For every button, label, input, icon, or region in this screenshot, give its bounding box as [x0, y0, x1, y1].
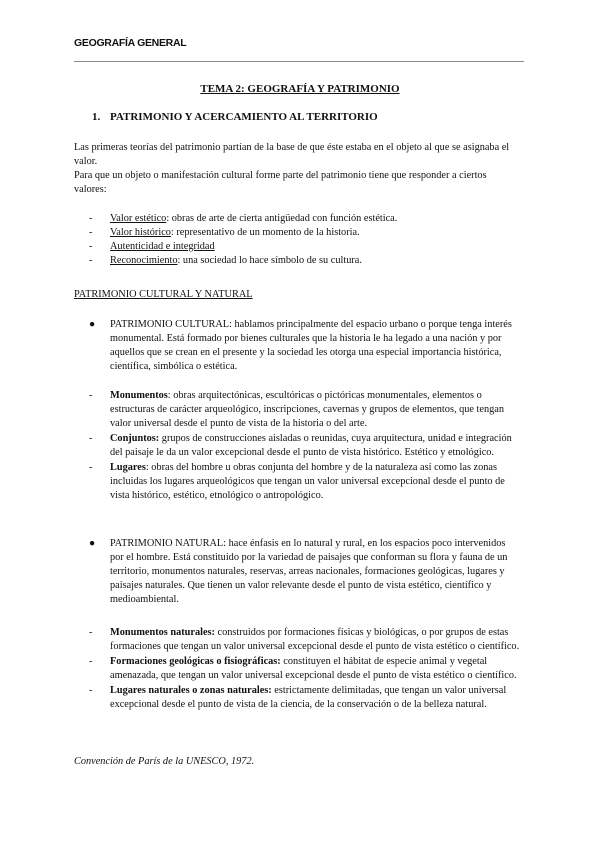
list-item — [74, 212, 514, 226]
list-item — [74, 655, 524, 683]
source-citation: Convención de París de la UNESCO, 1972. — [74, 756, 255, 767]
cultural-heritage-paragraph — [74, 318, 514, 374]
dash-marker: - — [89, 462, 93, 473]
running-header: GEOGRAFÍA GENERAL — [74, 37, 187, 49]
document-title: TEMA 2: GEOGRAFÍA Y PATRIMONIO — [200, 83, 400, 95]
list-item — [74, 684, 524, 712]
list-item — [74, 626, 524, 654]
list-item — [74, 432, 524, 460]
section-heading — [92, 111, 378, 123]
dash-marker: - — [89, 390, 93, 401]
dash-marker: - — [89, 241, 93, 252]
value-term: Valor histórico — [110, 227, 171, 238]
item-description: grupos de construcciones aisladas o reunidas, cuya arquitectura, unidad e integración del paisaje le da un valor excepcional desde el punto de vista histórico. Estético y etnológico. — [110, 433, 512, 458]
item-term: Lugares naturales o zonas naturales: — [110, 685, 272, 696]
list-item — [74, 254, 514, 268]
item-term: Formaciones geológicas o fisiográficas: — [110, 656, 281, 667]
item-term: Conjuntos: — [110, 433, 160, 444]
dash-marker: - — [89, 433, 93, 444]
dash-marker: - — [89, 627, 93, 638]
dash-marker: - — [89, 213, 93, 224]
bullet-marker: ● — [89, 538, 96, 549]
cultural-heritage-text: PATRIMONIO CULTURAL: hablamos principalmente del espacio urbano o porque tenga interés monumental. Está formado por bienes culturales que la historia le ha legado a una nación y por aquellos que se crean en el presente y la sociedad les otorga una especial importancia histórica, científica, simbólica o estética. — [110, 319, 512, 372]
item-description: estrictamente delimitadas, que tengan un valor universal excepcional desde el punto de vista de la ciencia, de la conservación o de la belleza natural. — [110, 685, 507, 710]
value-description: : una sociedad lo hace símbolo de su cultura. — [177, 255, 362, 266]
dash-marker: - — [89, 656, 93, 667]
value-term: Valor estético — [110, 213, 167, 224]
item-description: constituyen el hábitat de especie animal y vegetal amenazada, que tengan un valor universal excepcional desde el punto de vista estético o científico. — [110, 656, 517, 681]
intro-paragraph-1: Las primeras teorías del patrimonio partían de la base de que éste estaba en el objeto al que se asignaba el valor. — [74, 142, 510, 167]
intro-paragraph-2: Para que un objeto o manifestación cultural forme parte del patrimonio tiene que responder a ciertos valores: — [74, 170, 487, 195]
value-term: Reconocimiento — [110, 255, 178, 266]
item-description: : obras del hombre u obras conjunta del hombre y de la naturaleza así como las zonas incluidas los lugares arqueológicos que tengan un valor universal excepcional desde el punto de vista histórico, estético, etnológico o antropológico. — [110, 462, 505, 501]
subheading: PATRIMONIO CULTURAL Y NATURAL — [74, 289, 253, 300]
value-description: : representativo de un momento de la historia. — [170, 227, 360, 238]
list-item — [74, 226, 514, 240]
header-rule — [74, 61, 524, 62]
item-description: construidos por formaciones físicas y biológicas, o por grupos de estas formaciones que tengan un valor universal excepcional desde el punto de vista estético o científico. — [110, 627, 520, 652]
dash-marker: - — [89, 255, 93, 266]
item-term: Monumentos — [110, 390, 168, 401]
item-term: Lugares — [110, 462, 146, 473]
natural-heritage-paragraph — [74, 537, 514, 607]
cultural-items-list — [74, 389, 524, 504]
values-list — [74, 212, 514, 268]
value-term: Autenticidad e integridad — [110, 241, 215, 252]
dash-marker: - — [89, 685, 93, 696]
dash-marker: - — [89, 227, 93, 238]
natural-items-list — [74, 626, 524, 713]
section-heading-text: PATRIMONIO Y ACERCAMIENTO AL TERRITORIO — [110, 111, 378, 123]
list-item — [74, 389, 524, 431]
list-item — [74, 240, 514, 254]
value-description: : obras de arte de cierta antigüedad con función estética. — [166, 213, 398, 224]
bullet-marker: ● — [89, 319, 96, 330]
item-term: Monumentos naturales: — [110, 627, 215, 638]
natural-heritage-text: PATRIMONIO NATURAL: hace énfasis en lo natural y rural, en los espacios poco intervenidos por el hombre. Está constituido por la variedad de paisajes que conforman su flora y fauna de un territorio, monumentos naturales, reservas, arreas nacionales, formaciones geológicas, lugares y paisajes naturales. Que tienen un valor relevante desde el punto de vista estético, científico y medioambiental. — [110, 538, 508, 605]
section-number: 1. — [92, 111, 101, 123]
list-item — [74, 461, 524, 503]
item-description: : obras arquitectónicas, escultóricas o pictóricas monumentales, elementos o estructuras de carácter arqueológico, inscripciones, cavernas y grupos de elementos, que tengan valor universal desde el punto de vista de la historia o del arte. — [110, 390, 504, 429]
